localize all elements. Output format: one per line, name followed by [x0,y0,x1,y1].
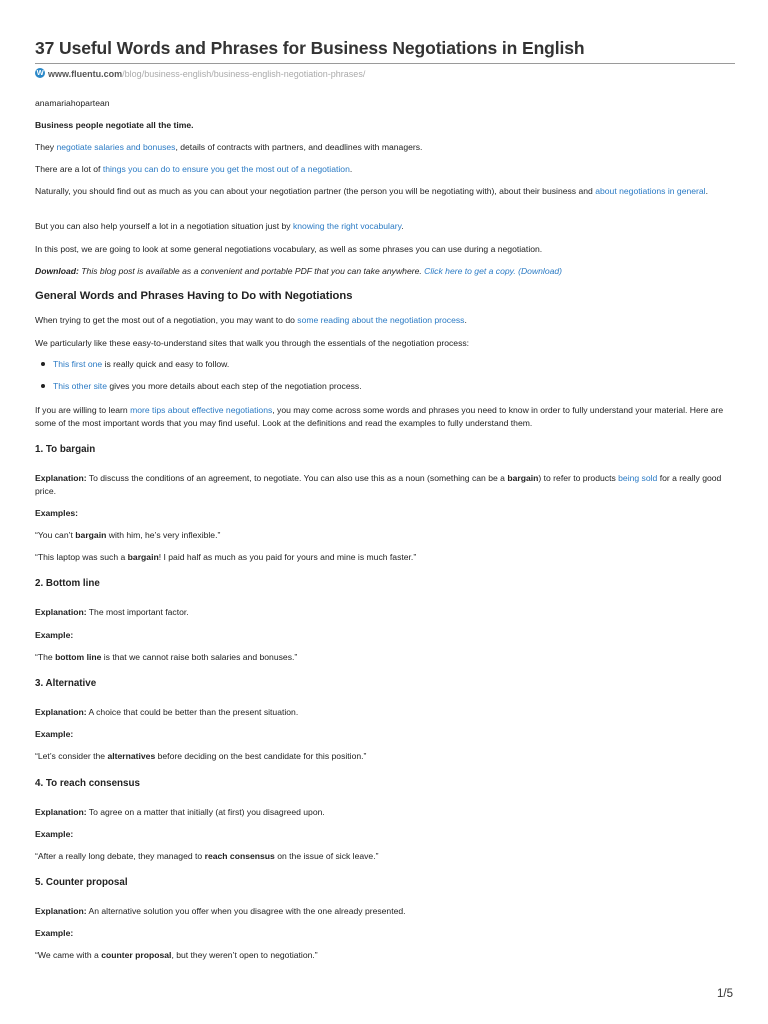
term-3-example-label: Example: [35,729,74,739]
section-paragraph-1: When trying to get the most out of a negotiation, you may want to do some reading about the negotiation process. [35,315,467,325]
term-heading-1: 1. To bargain [35,444,96,455]
link-first-site[interactable]: This first one [53,359,103,369]
section-paragraph-2: We particularly like these easy-to-understand sites that walk you through the essentials of the negotiation process: [35,338,470,348]
source-url[interactable] [35,68,365,79]
term-heading-2: 2. Bottom line [35,578,100,589]
term-5-example: “We came with a counter proposal, but they weren’t open to negotiation.” [35,950,318,960]
intro-paragraph-3: Naturally, you should find out as much as you can about your negotiation partner (the person you will be negotiating with), about their business and about negotiations in general. [35,186,708,196]
source-path[interactable]: /blog/business-english/business-english-negotiation-phrases/ [122,69,366,79]
wordpress-icon [35,68,45,78]
link-negotiation-process[interactable]: some reading about the negotiation process [297,315,465,325]
page-title: 37 Useful Words and Phrases for Business Negotiations in English [35,38,585,58]
bullet-icon [41,384,45,388]
section-paragraph-3: If you are willing to learn more tips about effective negotiations, you may come across some words and phrases you need to know in order to fully understand your material. Here are some of the most important words that you may find useful. Look at the definitions and read the examples to fully understand them. [35,405,724,428]
list-item: This other site gives you more details about each step of the negotiation process. [35,381,362,391]
intro-paragraph-5: In this post, we are going to look at some general negotiations vocabulary, as well as some phrases you can use during a negotiation. [35,244,543,254]
intro-paragraph-1: They negotiate salaries and bonuses, details of contracts with partners, and deadlines with managers. [35,142,423,152]
link-right-vocabulary[interactable]: knowing the right vocabulary [292,221,402,231]
term-4-example-label: Example: [35,829,74,839]
intro-paragraph-4: But you can also help yourself a lot in a negotiation situation just by knowing the right vocabulary. [35,221,404,231]
term-heading-3: 3. Alternative [35,678,97,689]
title-divider [35,63,735,64]
term-4-example: “After a really long debate, they managed to reach consensus on the issue of sick leave.” [35,851,379,861]
term-3-example: “Let’s consider the alternatives before deciding on the best candidate for this position.” [35,751,367,761]
term-1-example-1: “You can’t bargain with him, he’s very inflexible.” [35,530,221,540]
term-heading-5: 5. Counter proposal [35,877,128,888]
bullet-icon [41,362,45,366]
link-negotiate-salaries[interactable]: negotiate salaries and bonuses [56,142,176,152]
term-5-explanation: Explanation: An alternative solution you offer when you disagree with the one already presented. [35,906,406,916]
link-other-site[interactable]: This other site [53,381,107,391]
download-notice: Download: This blog post is available as a convenient and portable PDF that you can take anywhere. Click here to get a copy. (Download) [35,266,563,276]
section-heading: General Words and Phrases Having to Do with Negotiations [35,290,353,302]
term-heading-4: 4. To reach consensus [35,778,140,789]
term-1-examples-label: Examples: [35,508,78,518]
author-name: anamariahopartean [35,98,110,108]
term-1-example-2: “This laptop was such a bargain! I paid half as much as you paid for yours and mine is much faster.” [35,552,417,562]
link-being-sold[interactable]: being sold [618,473,658,483]
page-number: 1/5 [717,988,733,1000]
source-host[interactable]: www.fluentu.com [48,69,123,79]
intro-lead: Business people negotiate all the time. [35,120,194,130]
term-5-example-label: Example: [35,928,74,938]
term-2-explanation: Explanation: The most important factor. [35,607,189,617]
term-3-explanation: Explanation: A choice that could be better than the present situation. [35,707,299,717]
link-about-negotiations[interactable]: about negotiations in general [595,186,706,196]
term-2-example: “The bottom line is that we cannot raise both salaries and bonuses.” [35,652,298,662]
list-item: This first one is really quick and easy to follow. [35,359,229,369]
term-1-explanation: Explanation: To discuss the conditions of an agreement, to negotiate. You can also use this as a noun (something can be a bargain) to refer to products being sold for a really good price. [35,473,722,496]
link-more-tips[interactable]: more tips about effective negotiations [130,405,273,415]
link-things-you-can-do[interactable]: things you can do to ensure you get the most out of a negotiation [102,164,350,174]
download-link[interactable]: Click here to get a copy. (Download) [424,266,563,276]
intro-paragraph-2: There are a lot of things you can do to ensure you get the most out of a negotiation. [35,164,353,174]
term-2-example-label: Example: [35,630,74,640]
term-4-explanation: Explanation: To agree on a matter that initially (at first) you disagreed upon. [35,807,325,817]
